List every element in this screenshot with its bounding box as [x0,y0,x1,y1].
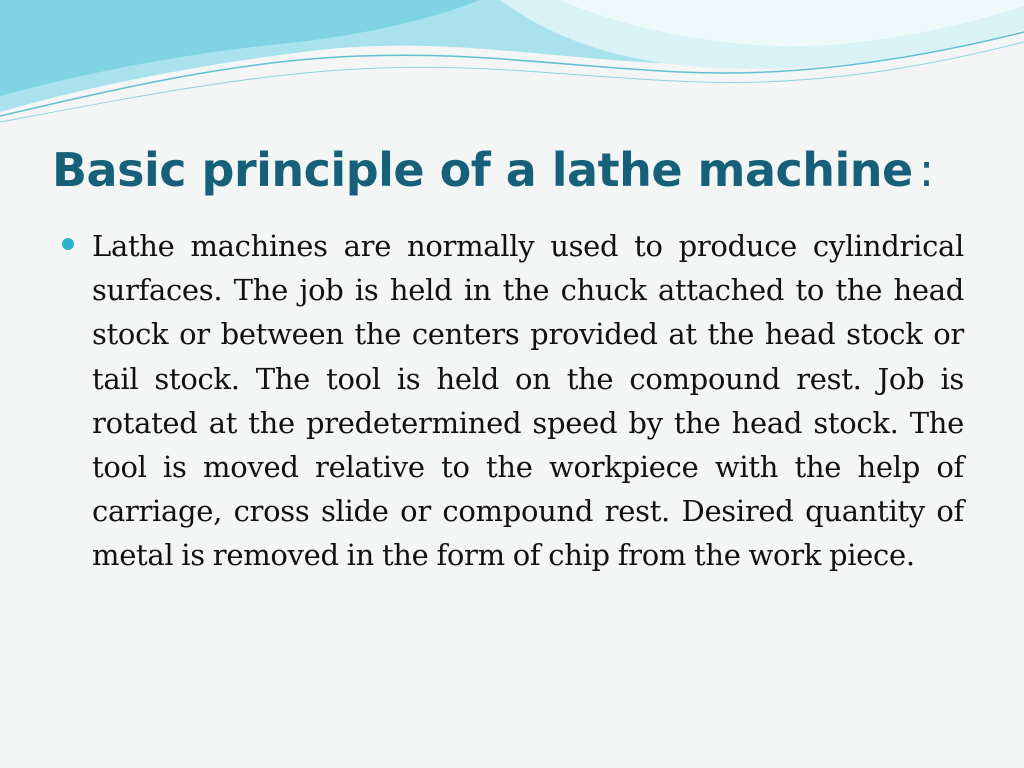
slide-title-text: Basic principle of a lathe machine [52,143,913,197]
list-item [62,224,964,578]
bullet-text: Lathe machines are normally used to produce cylindrical surfaces. The job is held in the chuck attached to the head stock or between the centers provided at the head stock or tail stock. The tool is held on the compound rest. Job is rotated at the predetermined speed by the head stock. The tool is moved relative to the workpiece with the help of carriage, cross slide or compound rest. Desired quantity of metal is removed in the form of chip from the work piece. [92,229,964,573]
slide-title [52,138,992,202]
slide-title-colon: : [918,143,934,197]
bullet-dot-icon [62,238,74,250]
bullet-list [62,224,964,578]
wave-header-decoration [0,0,1024,130]
